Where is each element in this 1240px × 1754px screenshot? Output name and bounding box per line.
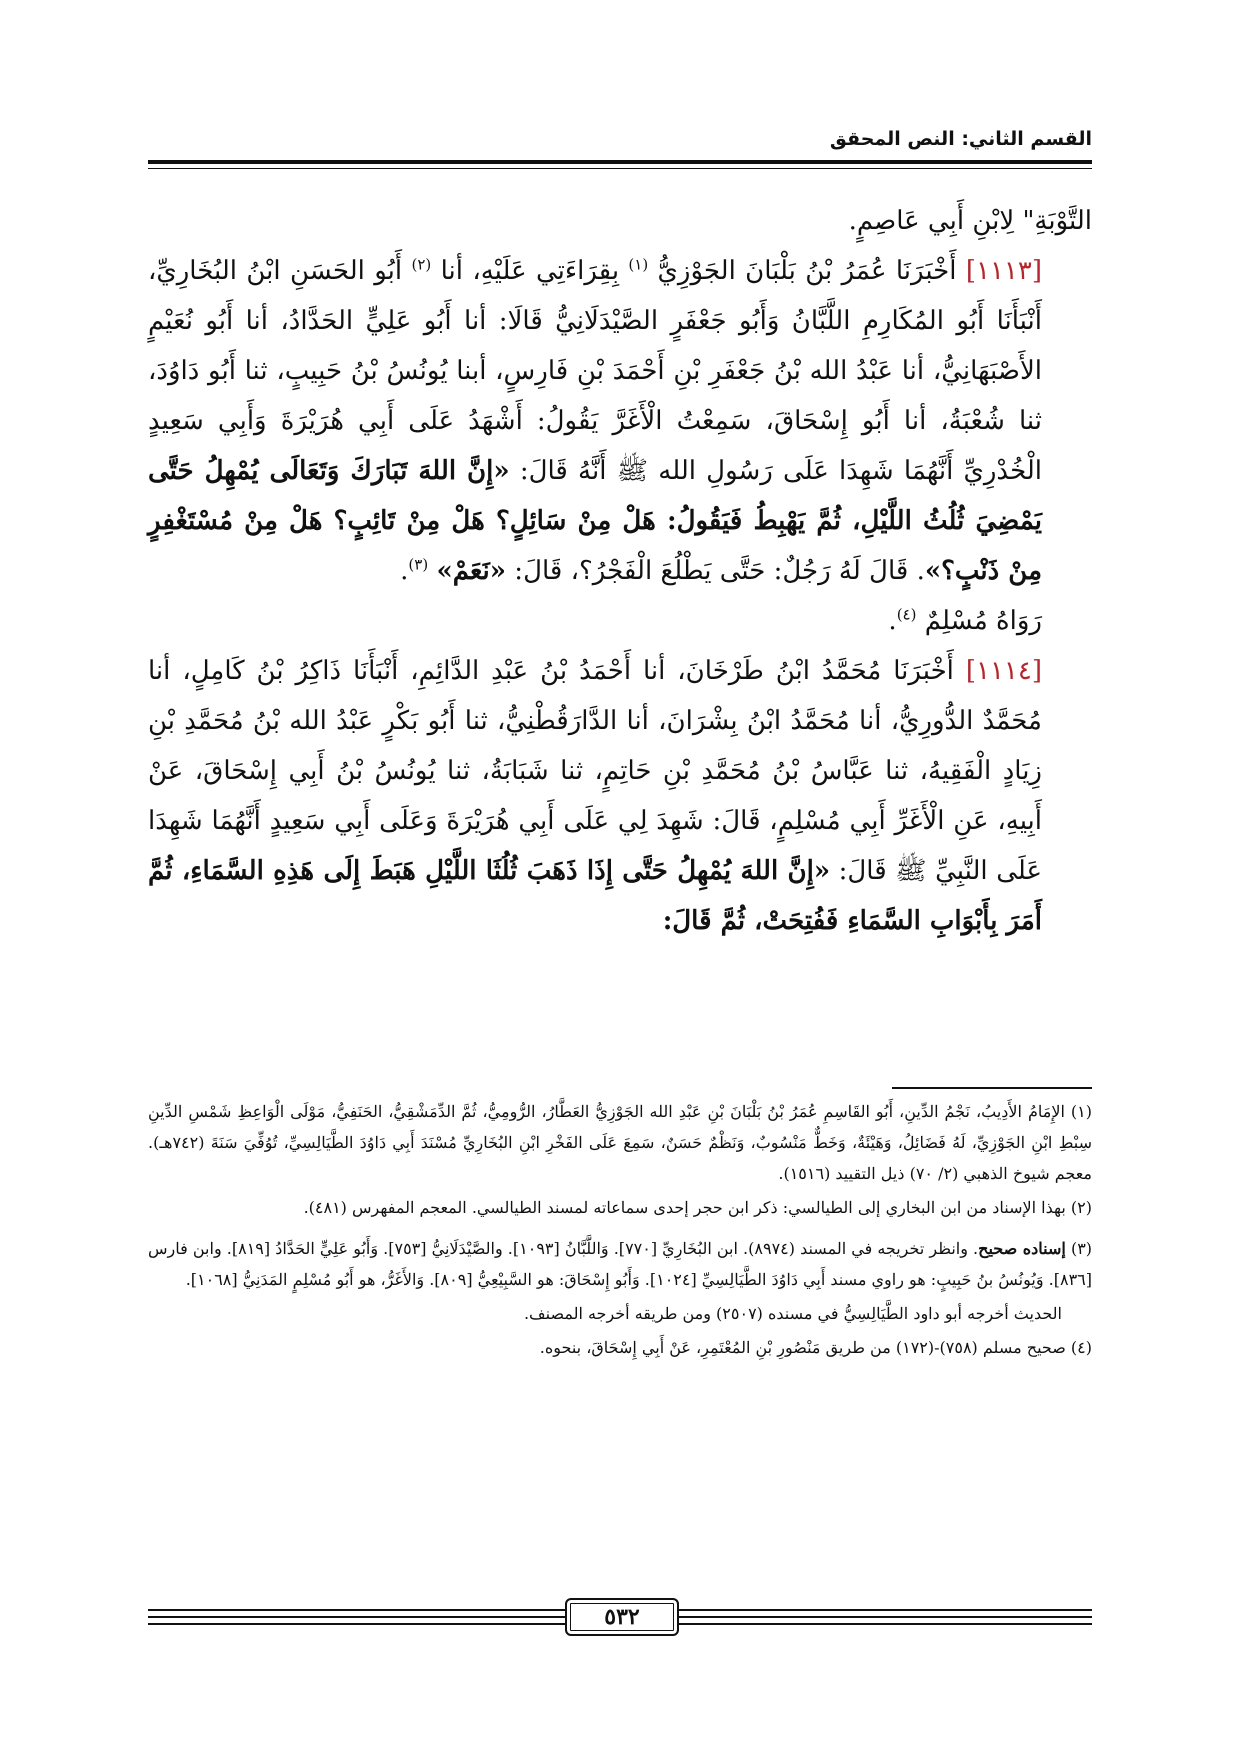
hadith-matn: «إِنَّ اللهَ يُمْهِلُ حَتَّى إِذَا ذَهَبَ ثُلُثَا اللَّيْلِ هَبَطَ إِلَى هَذِهِ السَّمَاءِ، ثُمَّ أَمَرَ بِأَبْوَابِ السَّمَاءِ فَفُتِحَتْ، ثُمَّ قَالَ: <box>148 856 1042 936</box>
isnad-text: أَبُو الحَسَنِ ابْنُ البُخَارِيِّ، أَنْبَأَنَا أَبُو المُكَارِمِ اللَّبَّانُ وَأَبُو جَعْفَرٍ الصَّيْدَلَانِيُّ قَالَا: أنا أَبُو عَلِيٍّ الحَدَّادُ، أنا أَبُو نُعَيْمٍ الأَصْبَهَانِيُّ، أنا عَبْدُ الله بْنُ جَعْفَرِ بْنِ أَحْمَدَ بْنِ فَارِسٍ، أبنا يُونُسُ بْنُ حَبِيبٍ، ثنا أَبُو دَاوُدَ، ثنا شُعْبَةُ، أنا أَبُو إِسْحَاقَ، سَمِعْتُ الْأَغَرَّ يَقُولُ: أَشْهَدُ عَلَى أَبِي هُرَيْرَةَ وَأَبِي سَعِيدٍ الْخُدْرِيِّ أَنَّهُمَا شَهِدَا عَلَى رَسُولِ الله ﷺ أَنَّهُ قَالَ: <box>148 256 1043 486</box>
footnote-ref: (٣) <box>408 555 429 574</box>
hadith-1113 <box>148 246 1092 596</box>
running-head: القسم الثاني: النص المحقق <box>829 128 1092 150</box>
riwaya-text: رَوَاهُ مُسْلِمٌ <box>924 606 1042 636</box>
isnad-text: بِقِرَاءَتِي عَلَيْهِ، أنا <box>431 256 629 286</box>
footnote-ref: (١) <box>628 255 649 274</box>
footnotes <box>148 1096 1092 1366</box>
footnote-text: . وانظر تخريجه في المسند (٨٩٧٤). ابن البُخَارِيِّ [٧٧٠]. وَاللَّبَّانُ [١٠٩٣]. والصَّيْدَلَانِيُّ [٧٥٣]. وَأَبُو عَلِيٍّ الحَدَّادُ [٨١٩]. وابن فارس [٨٣٦]. وَيُونُسُ بنُ حَبِيبٍ: هو راوي مسند أَبِي دَاوُدَ الطَّيَالِسِيِّ [١٠٢٤]. وَأَبُو إِسْحَاقَ: هو السَّبِيْعِيُّ [٨٠٩]. وَالأَغَرُّ، هو أَبُو مُسْلِمٍ المَدَنِيُّ [١٠٦٨]. <box>148 1239 1092 1289</box>
footnote-label: (٣) <box>1065 1239 1093 1258</box>
hadith-number: [١١١٤] <box>965 656 1042 686</box>
hadith-matn: «نَعَمْ» <box>436 556 507 586</box>
isnad-text: أَخْبَرَنَا مُحَمَّدُ ابْنُ طَرْخَانَ، أنا أَحْمَدُ بْنُ عَبْدِ الدَّائِمِ، أَنْبَأَنَا ذَاكِرُ بْنُ كَامِلٍ، أنا مُحَمَّدٌ الدُّورِيُّ، أنا مُحَمَّدُ ابْنُ بِشْرَانَ، أنا الدَّارَقُطْنِيُّ، ثنا أَبُو بَكْرٍ عَبْدُ الله بْنُ مُحَمَّدِ بْنِ زِيَادٍ الْفَقِيهُ، ثنا عَبَّاسُ بْنُ مُحَمَّدِ بْنِ حَاتِمٍ، ثنا شَبَابَةُ، ثنا يُونُسُ بْنُ أَبِي إِسْحَاقَ، عَنْ أَبِيهِ، عَنِ الْأَغَرِّ أَبِي مُسْلِمٍ، قَالَ: شَهِدَ لِي عَلَى أَبِي هُرَيْرَةَ وَعَلَى أَبِي سَعِيدٍ أَنَّهُمَا شَهِدَا عَلَى النَّبِيِّ ﷺ قَالَ: <box>148 656 1042 886</box>
footnote-separator <box>892 1087 1092 1089</box>
intro-line: التَّوْبَةِ" لِابْنِ أَبِي عَاصِمٍ. <box>848 206 1092 236</box>
grading: إسناده صحيح <box>978 1239 1066 1258</box>
hadith-matn: «إِنَّ اللهَ تَبَارَكَ وَتَعَالَى يُمْهِلُ حَتَّى يَمْضِيَ ثُلُثُ اللَّيْلِ، ثُمَّ يَهْبِطُ فَيَقُولُ: هَلْ مِنْ سَائِلٍ؟ هَلْ مِنْ تَائِبٍ؟ هَلْ مِنْ مُسْتَغْفِرٍ مِنْ ذَنْبٍ؟» <box>148 456 1042 586</box>
punctuation: . <box>400 556 409 586</box>
page-number: ٥٣٢ <box>565 1598 679 1636</box>
footnote-4: (٤) صحيح مسلم (٧٥٨)-(١٧٢) من طريق مَنْصُورِ بْنِ المُعْتَمِرِ، عَنْ أَبِي إِسْحَاقَ، بنحوه. <box>539 1338 1092 1357</box>
isnad-text: أَخْبَرَنَا عُمَرُ بْنُ بَلْبَانَ الجَوْزِيُّ <box>648 256 966 286</box>
footnote-2: (٢) بهذا الإسناد من ابن البخاري إلى الطيالسي: ذكر ابن حجر إحدى سماعاته لمسند الطيالسي. المعجم المفهرس (٤٨١). <box>303 1198 1092 1217</box>
header-rule-thin <box>148 168 1092 169</box>
footnote-3-continued: الحديث أخرجه أبو داود الطَّيَالِسِيُّ في مسنده (٢٥٠٧) ومن طريقه أخرجه المصنف. <box>523 1304 1062 1323</box>
punctuation: . <box>888 606 897 636</box>
riwaya-line <box>148 596 1092 646</box>
footnote-1: (١) الإِمَامُ الأَدِيبُ، نَجْمُ الدِّينِ، أَبُو القَاسِمِ عُمَرُ بْنُ بَلْبَانَ بْنِ عَبْدِ الله الجَوْزِيُّ العَطَّارُ، الرُّومِيُّ، ثُمَّ الدِّمَشْقِيُّ، الحَنَفِيُّ، مَوْلَى الْوَاعِظِ شَمْسِ الدِّينِ سِبْطِ ابْنِ الجَوْزِيِّ، لَهُ فَضَائِلُ، وَهَيْئَةٌ، وَخَطٌّ مَنْسُوبٌ، وَنَظْمٌ حَسَنٌ، سَمِعَ عَلَى الفَخْرِ ابْنِ البُخَارِيِّ مُسْنَدَ أَبِي دَاوُدَ الطَّيَالِسِيِّ، تُوُفِّيَ سَنَةَ (٧٤٢هـ). معجم شيوخ الذهبي (٢/ ٧٠) ذيل التقييد (١٥١٦). <box>148 1102 1092 1183</box>
main-text <box>148 196 1092 946</box>
hadith-number: [١١١٣] <box>965 256 1042 286</box>
narration-text: . قَالَ لَهُ رَجُلٌ: حَتَّى يَطْلُعَ الْفَجْرُ؟، قَالَ: <box>506 556 925 586</box>
footnote-ref: (٤) <box>896 605 917 624</box>
header-rule-thick <box>148 160 1092 164</box>
footnote-3 <box>148 1233 1092 1295</box>
hadith-1114 <box>148 646 1092 946</box>
footnote-ref: (٢) <box>411 255 432 274</box>
